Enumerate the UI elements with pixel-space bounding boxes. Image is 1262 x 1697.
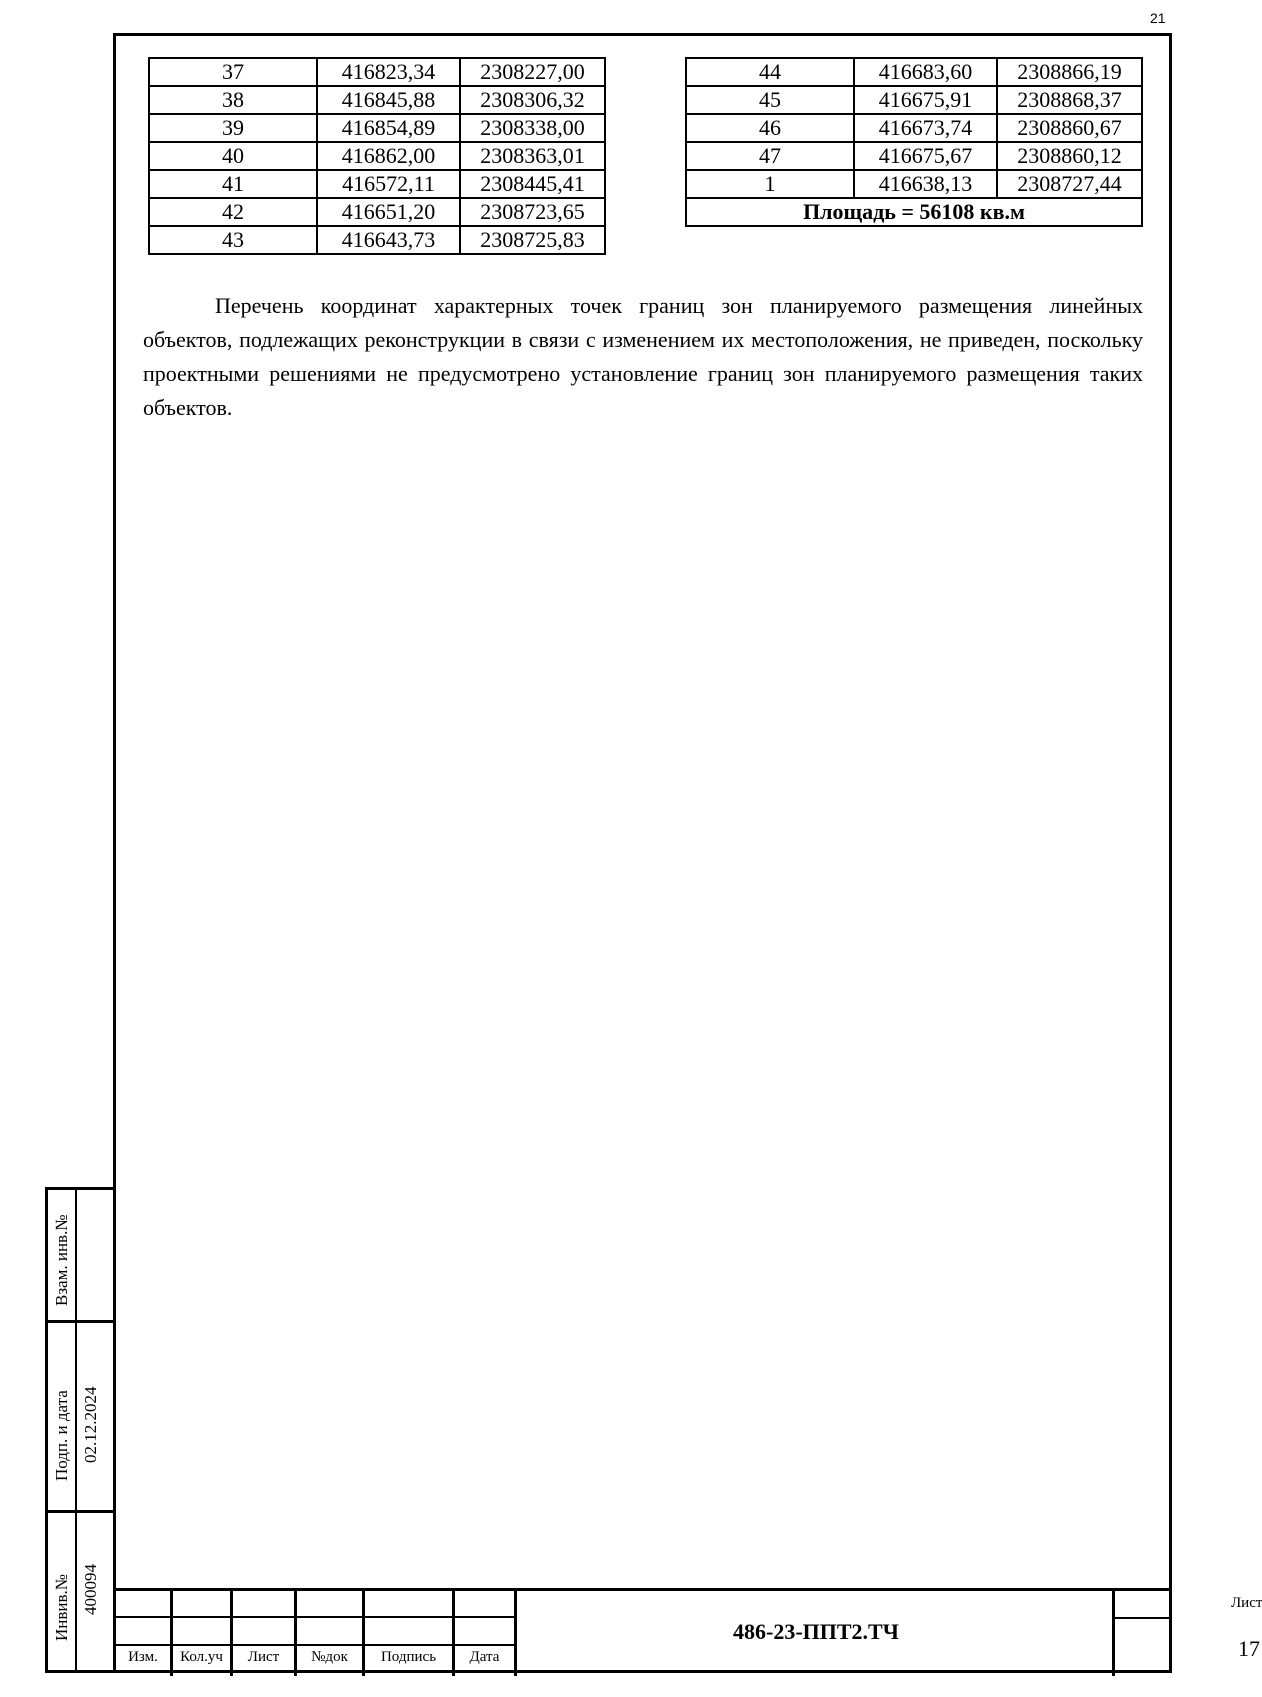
stamp-inv-value: 400094 [81,1564,100,1615]
y-coordinate-cell: 2308363,01 [460,142,605,170]
point-number-cell: 45 [686,86,854,114]
x-coordinate-cell: 416683,60 [854,58,997,86]
x-coordinate-cell: 416862,00 [317,142,460,170]
x-coordinate-cell: 416675,67 [854,142,997,170]
y-coordinate-cell: 2308723,65 [460,198,605,226]
y-coordinate-cell: 2308727,44 [997,170,1142,198]
table-row [149,114,605,142]
document-code: 486-23-ППТ2.ТЧ [733,1619,899,1644]
drawing-frame [113,33,1172,1673]
paragraph-text: Перечень координат характерных точек границ зон планируемого размещения линейных объектов, подлежащих реконструкции в связи с изменением их местоположения, не приведен, поскольку проектными решениями не предусмотрено установление границ зон планируемого размещения таких объектов. [143,293,1143,420]
point-number-cell: 44 [686,58,854,86]
table-row [149,142,605,170]
area-total: Площадь = 56108 кв.м [686,198,1142,226]
table-row [686,170,1142,198]
x-coordinate-cell: 416673,74 [854,114,997,142]
area-row [686,198,1142,226]
table-row [149,198,605,226]
stamp-podp [48,1323,113,1513]
table-row [686,114,1142,142]
stamp-inv [48,1513,113,1673]
table-row [149,86,605,114]
x-coordinate-cell: 416643,73 [317,226,460,254]
point-number-cell: 38 [149,86,317,114]
stamp-inv-label: Инвив.№ [52,1574,71,1641]
table-row [149,58,605,86]
tb-col-line [514,1591,517,1676]
tb-row-line [1112,1617,1172,1619]
tb-col-line [1112,1591,1115,1676]
table-row [686,86,1142,114]
x-coordinate-cell: 416638,13 [854,170,997,198]
point-number-cell: 37 [149,58,317,86]
y-coordinate-cell: 2308860,67 [997,114,1142,142]
body-paragraph [143,289,1143,425]
y-coordinate-cell: 2308306,32 [460,86,605,114]
side-stamp [45,1187,113,1673]
tb-row-line [113,1644,516,1646]
y-coordinate-cell: 2308445,41 [460,170,605,198]
table-row [149,226,605,254]
x-coordinate-cell: 416845,88 [317,86,460,114]
point-number-cell: 1 [686,170,854,198]
x-coordinate-cell: 416572,11 [317,170,460,198]
y-coordinate-cell: 2308868,37 [997,86,1142,114]
tb-row-line [113,1616,516,1618]
page-number: 21 [1150,10,1166,26]
stamp-podp-label: Подп. и дата [52,1390,71,1481]
sheet-label: Лист [1231,1595,1262,1611]
tb-col-izm: Изм. [128,1649,158,1665]
point-number-cell: 39 [149,114,317,142]
stamp-podp-value: 02.12.2024 [81,1386,100,1463]
tb-col-ndok: №док [311,1649,348,1665]
title-block [113,1588,1262,1673]
tb-col-data: Дата [469,1649,500,1665]
point-number-cell: 40 [149,142,317,170]
x-coordinate-cell: 416651,20 [317,198,460,226]
stamp-vzam-label: Взам. инв.№ [52,1214,71,1306]
x-coordinate-cell: 416854,89 [317,114,460,142]
x-coordinate-cell: 416823,34 [317,58,460,86]
tb-col-list: Лист [247,1649,280,1665]
tb-col-podpis: Подпись [380,1649,437,1665]
stamp-vzam [48,1190,113,1323]
tb-col-kolvo: Кол.уч [180,1649,223,1665]
y-coordinate-cell: 2308338,00 [460,114,605,142]
coordinates-table-right [685,57,1143,227]
point-number-cell: 41 [149,170,317,198]
sheet-number: 17 [1238,1636,1260,1661]
table-row [686,142,1142,170]
coordinates-table-left [148,57,606,255]
y-coordinate-cell: 2308866,19 [997,58,1142,86]
point-number-cell: 46 [686,114,854,142]
table-row [149,170,605,198]
point-number-cell: 42 [149,198,317,226]
point-number-cell: 43 [149,226,317,254]
x-coordinate-cell: 416675,91 [854,86,997,114]
y-coordinate-cell: 2308227,00 [460,58,605,86]
point-number-cell: 47 [686,142,854,170]
table-row [686,58,1142,86]
y-coordinate-cell: 2308725,83 [460,226,605,254]
y-coordinate-cell: 2308860,12 [997,142,1142,170]
